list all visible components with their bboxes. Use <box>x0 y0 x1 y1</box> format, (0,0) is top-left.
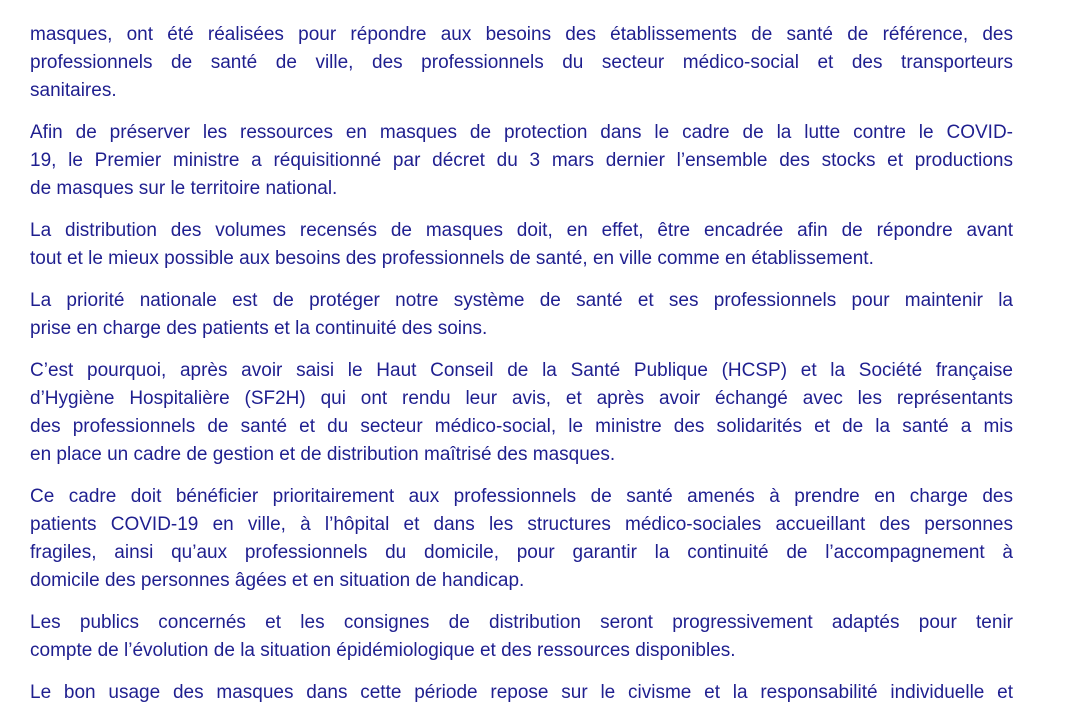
text-line: d’Hygiène Hospitalière (SF2H) qui ont rendu leur avis, et après avoir échangé avec les représentants <box>30 388 1013 409</box>
paragraph-national-priority <box>30 287 1013 343</box>
text-line: Afin de préserver les ressources en masques de protection dans le cadre de la lutte contre le COVID- <box>30 122 1013 143</box>
text-line: compte de l’évolution de la situation épidémiologique et des ressources disponibles. <box>30 640 736 661</box>
paragraph-management-framework <box>30 357 1013 469</box>
text-line: en place un cadre de gestion et de distribution maîtrisé des masques. <box>30 444 616 465</box>
text-line: C’est pourquoi, après avoir saisi le Haut Conseil de la Santé Publique (HCSP) et la Société française <box>30 360 1013 381</box>
text-line: tout et le mieux possible aux besoins des professionnels de santé, en ville comme en établissement. <box>30 248 874 269</box>
text-line: fragiles, ainsi qu’aux professionnels du domicile, pour garantir la continuité de l’accompagnement à <box>30 542 1013 563</box>
text-line: Les publics concernés et les consignes de distribution seront progressivement adaptés pour tenir <box>30 612 1013 633</box>
paragraph-good-usage <box>30 679 1013 707</box>
text-line: prise en charge des patients et la continuité des soins. <box>30 318 488 339</box>
paragraph-mask-orders <box>30 0 1013 105</box>
paragraph-priority-professionals <box>30 483 1013 595</box>
text-line: professionnels de santé de ville, des professionnels du secteur médico-social et des transporteurs <box>30 52 1013 73</box>
text-line: Le bon usage des masques dans cette période repose sur le civisme et la responsabilité individuelle et <box>30 682 1013 703</box>
text-line: sanitaires. <box>30 80 117 101</box>
text-line: 19, le Premier ministre a réquisitionné par décret du 3 mars dernier l’ensemble des stocks et productions <box>30 150 1013 171</box>
text-line: La priorité nationale est de protéger notre système de santé et ses professionnels pour maintenir la <box>30 290 1013 311</box>
text-line: domicile des personnes âgées et en situation de handicap. <box>30 570 525 591</box>
paragraph-requisition <box>30 119 1013 203</box>
text-line: Ce cadre doit bénéficier prioritairement aux professionnels de santé amenés à prendre en charge des <box>30 486 1013 507</box>
document-body <box>30 0 1013 721</box>
text-line: des professionnels de santé et du secteur médico-social, le ministre des solidarités et de la santé a mis <box>30 416 1013 437</box>
paragraph-distribution <box>30 217 1013 273</box>
text-line: La distribution des volumes recensés de masques doit, en effet, être encadrée afin de répondre avant <box>30 220 1013 241</box>
text-line: de masques sur le territoire national. <box>30 178 338 199</box>
text-line: masques, ont été réalisées pour répondre aux besoins des établissements de santé de référence, des <box>30 24 1013 45</box>
text-line: patients COVID-19 en ville, à l’hôpital et dans les structures médico-sociales accueillant des personnes <box>30 514 1013 535</box>
paragraph-adaptation <box>30 609 1013 665</box>
